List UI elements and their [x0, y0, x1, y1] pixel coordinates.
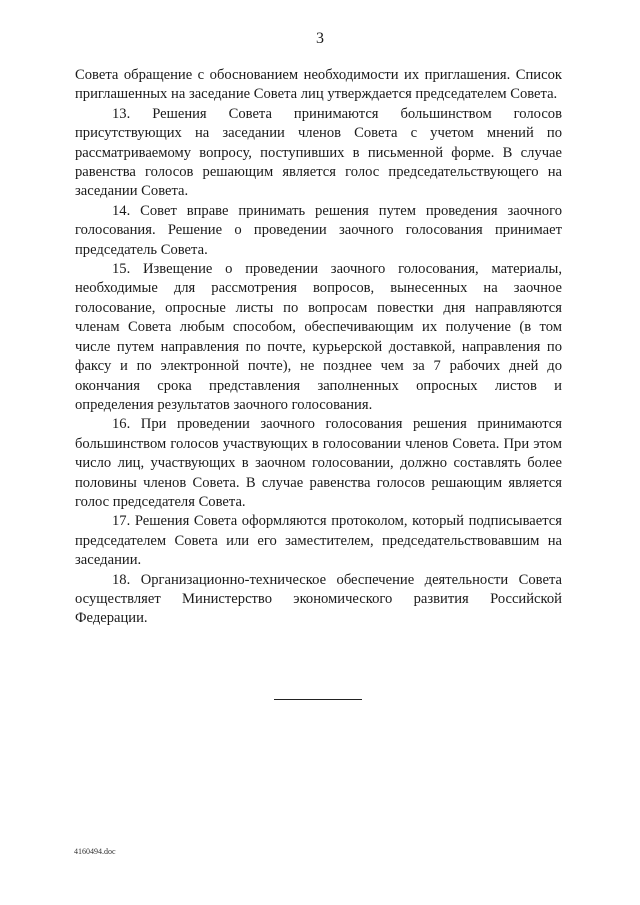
document-body: [75, 66, 562, 629]
paragraph-item-14: 14. Совет вправе принимать решения путем проведения заочного голосования. Решение о проведении заочного голосования принимает председатель Совета.: [75, 202, 562, 258]
paragraph-continuation: Совета обращение с обоснованием необходимости их приглашения. Список приглашенных на заседание Совета лиц утверждается председателем Совета.: [75, 67, 562, 103]
end-divider: [274, 699, 362, 700]
footer-file-code: 4160494.doc: [74, 847, 116, 856]
page-number: 3: [316, 30, 324, 47]
paragraph-item-18: 18. Организационно-техническое обеспечение деятельности Совета осуществляет Министерство экономического развития Российской Федерации.: [75, 571, 562, 627]
paragraph-item-13: 13. Решения Совета принимаются большинством голосов присутствующих на заседании членов Совета с учетом мнений по рассматриваемому вопросу, поступивших в письменной форме. В случае равенства голосов решающим является голос председательствующего на заседании Совета.: [75, 105, 562, 200]
paragraph-item-15: 15. Извещение о проведении заочного голосования, материалы, необходимые для рассмотрения вопросов, вынесенных на заочное голосование, опросные листы по вопросам повестки дня направляются членам Совета любым способом, обеспечивающим их получение (в том числе путем направления по почте, курьерской доставкой, направления по факсу и по электронной почте), не позднее чем за 7 рабочих дней до окончания срока представления заполненных опросных листов и определения результатов заочного голосования.: [75, 261, 562, 413]
paragraph-item-17: 17. Решения Совета оформляются протоколом, который подписывается председателем Совета или его заместителем, председательствовавшим на заседании.: [75, 513, 562, 569]
paragraph-item-16: 16. При проведении заочного голосования решения принимаются большинством голосов участвующих в голосовании членов Совета. При этом число лиц, участвующих в заочном голосовании, должно составлять более половины членов Совета. В случае равенства голосов решающим является голос председателя Совета.: [75, 416, 562, 510]
